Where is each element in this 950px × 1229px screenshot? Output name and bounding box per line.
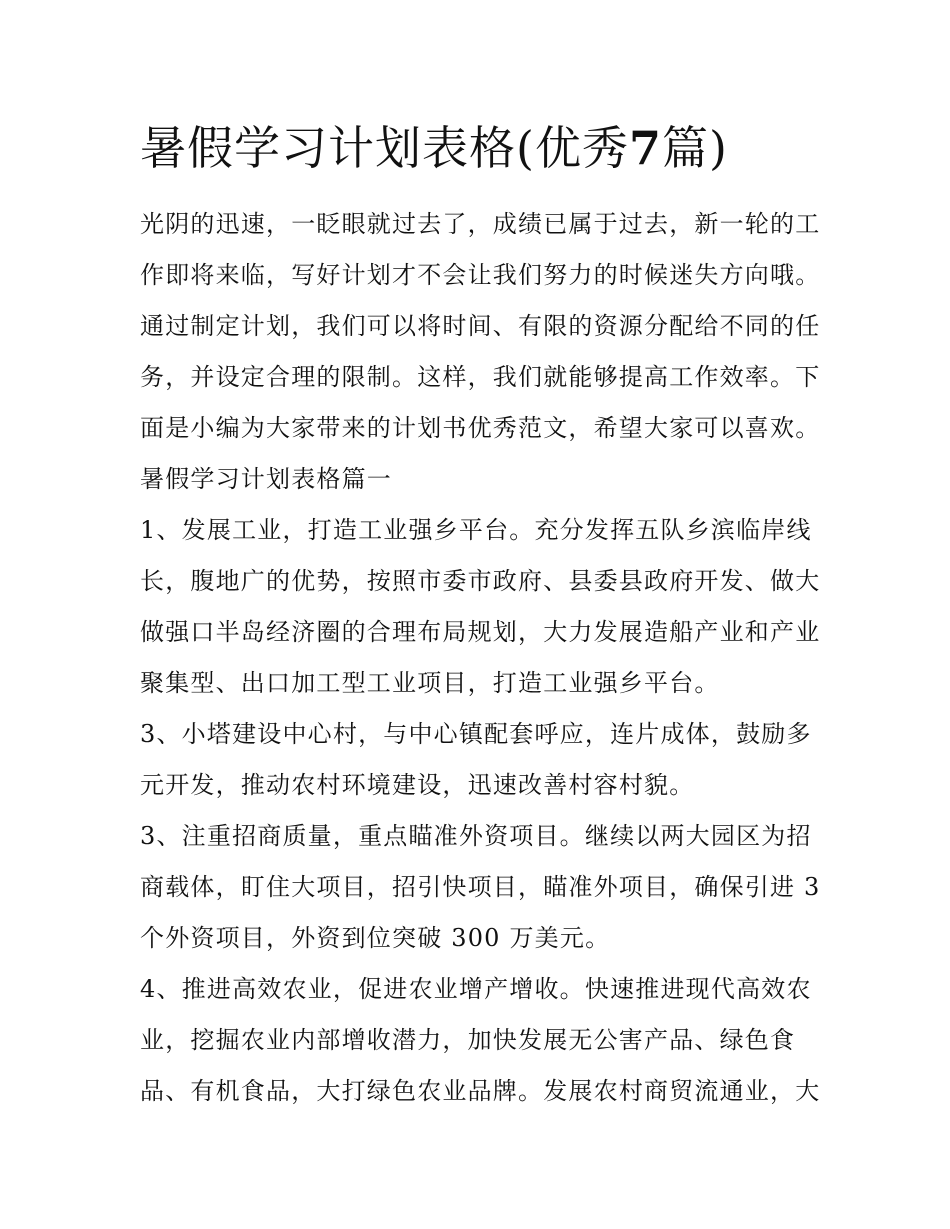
paragraph-line: 元开发，推动农村环境建设，迅速改善村容村貌。 <box>140 771 695 799</box>
title-number: 7 <box>628 121 662 175</box>
paragraph-line: 做强口半岛经济圈的合理布局规划，大力发展造船产业和产业 <box>140 618 821 646</box>
title-main: 暑假学习计划表格( <box>140 121 535 175</box>
section-heading: 暑假学习计划表格篇一 <box>140 465 392 493</box>
paragraph-line: 面是小编为大家带来的计划书优秀范文，希望大家可以喜欢。 <box>140 414 821 442</box>
paragraph-line: 业，挖掘农业内部增收潜力，加快发展无公害产品、绿色食 <box>140 1026 796 1054</box>
paragraph-line: 聚集型、出口加工型工业项目，打造工业强乡平台。 <box>140 669 720 697</box>
paragraph-line: 1、发展工业，打造工业强乡平台。充分发挥五队乡滨临岸线 <box>140 516 812 544</box>
paragraph-line: 通过制定计划，我们可以将时间、有限的资源分配给不同的任 <box>140 312 821 340</box>
paragraph-line: 4、推进高效农业，促进农业增产增收。快速推进现代高效农 <box>140 975 812 1003</box>
paragraph-line: 作即将来临，写好计划才不会让我们努力的时候迷失方向哦。 <box>140 261 821 289</box>
document-title <box>140 118 840 178</box>
paragraph-line: 务，并设定合理的限制。这样，我们就能够提高工作效率。下 <box>140 363 821 391</box>
paragraph-line: 个外资项目，外资到位突破 300 万美元。 <box>140 924 611 952</box>
paragraph-line: 商载体，盯住大项目，招引快项目，瞄准外项目，确保引进 3 <box>140 873 821 901</box>
title-end: 篇) <box>661 121 728 175</box>
paragraph-line: 品、有机食品，大打绿色农业品牌。发展农村商贸流通业，大 <box>140 1077 821 1105</box>
paragraph-line: 3、小塔建设中心村，与中心镇配套呼应，连片成体，鼓励多 <box>140 720 812 748</box>
paragraph-line: 光阴的迅速，一眨眼就过去了，成绩已属于过去，新一轮的工 <box>140 210 821 238</box>
title-mid: 优秀 <box>534 121 629 175</box>
paragraph-line: 长，腹地广的优势，按照市委市政府、县委县政府开发、做大 <box>140 567 821 595</box>
paragraph-line: 3、注重招商质量，重点瞄准外资项目。继续以两大园区为招 <box>140 822 812 850</box>
